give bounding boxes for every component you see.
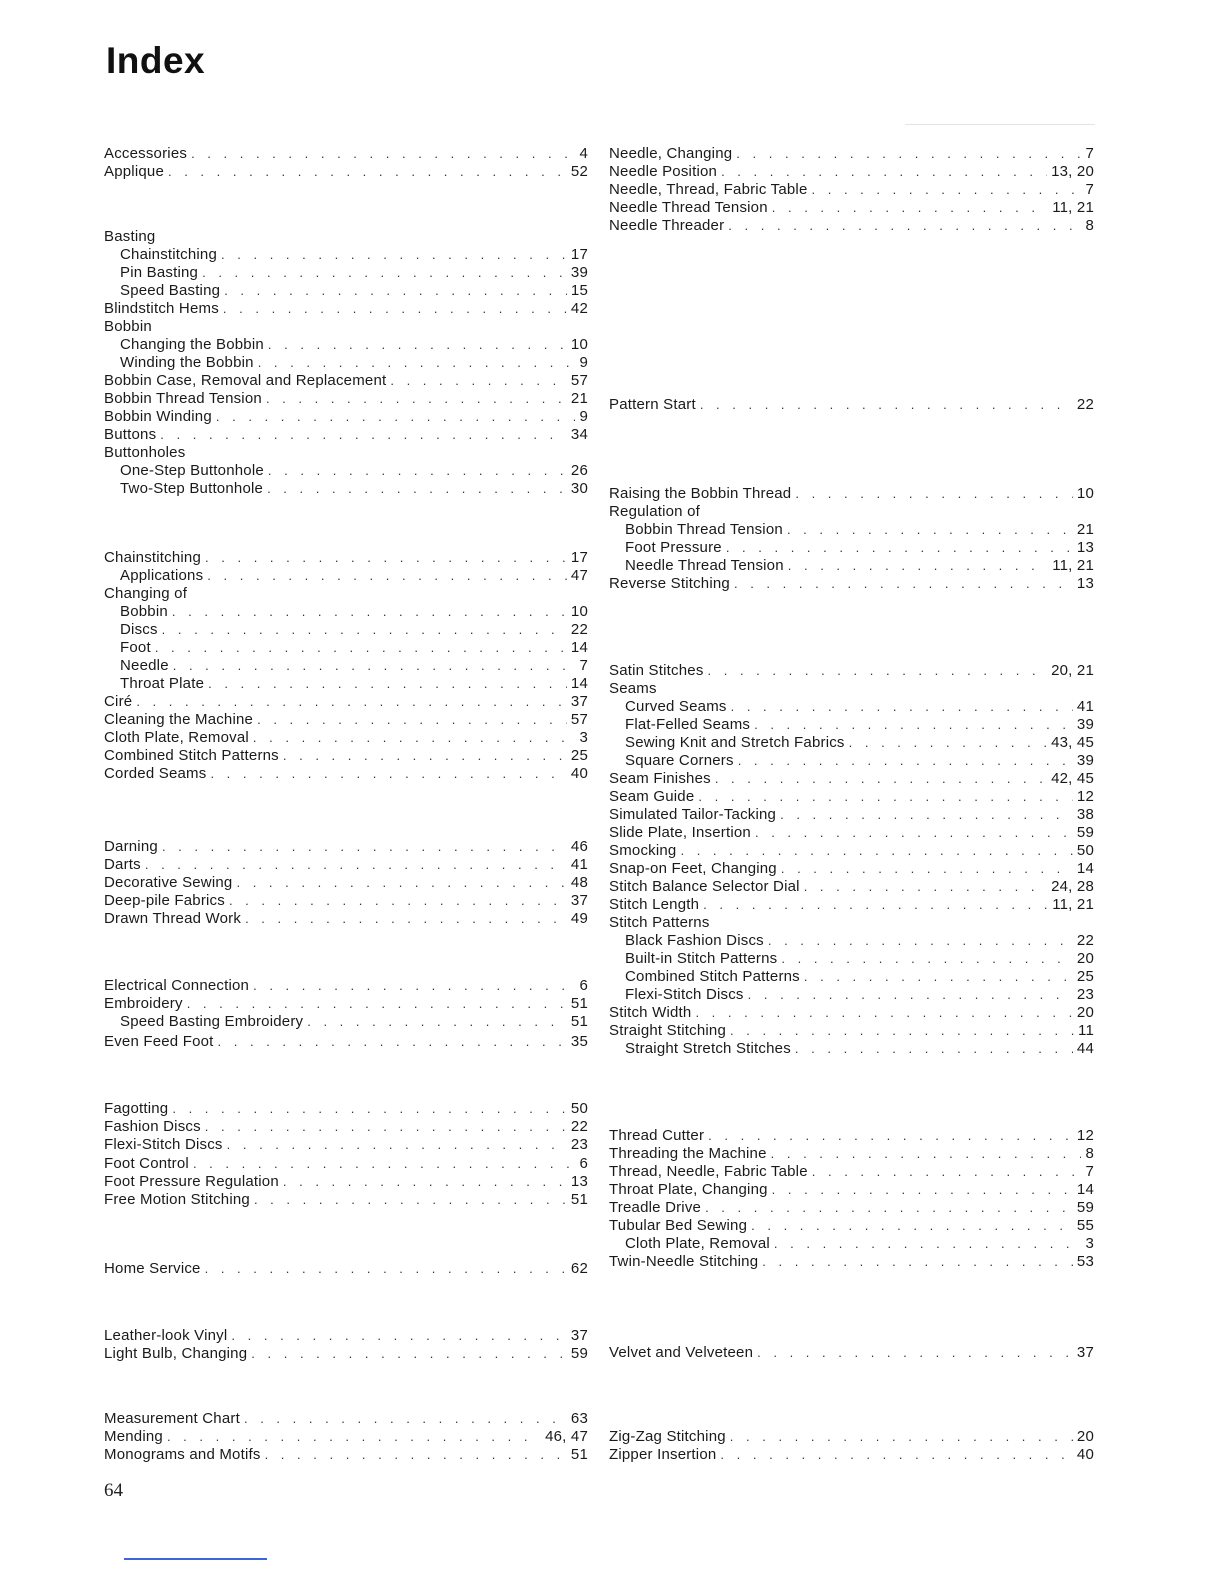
entry-pages: 40: [1076, 1446, 1094, 1463]
entry-label: Fagotting: [104, 1100, 169, 1117]
entry-label: Smocking: [609, 842, 677, 859]
entry-pages: 7: [579, 657, 588, 674]
entry-label: Combined Stitch Patterns: [625, 968, 800, 985]
entry-label: Reverse Stitching: [609, 575, 730, 592]
index-subentry: [609, 986, 1094, 1004]
entry-label: Stitch Width: [609, 1004, 692, 1021]
index-entry: [104, 1033, 588, 1051]
index-entry: [104, 1136, 588, 1154]
entry-pages: 47: [570, 567, 588, 584]
entry-label: Chainstitching: [104, 549, 202, 566]
entry-pages: 46, 47: [545, 1428, 588, 1445]
entry-pages: 37: [570, 1327, 588, 1344]
index-subentry: [104, 354, 588, 372]
index-heading: [104, 444, 588, 462]
entry-label: Applique: [104, 163, 164, 180]
index-entry: [104, 1173, 588, 1191]
entry-label: Sewing Knit and Stretch Fabrics: [625, 734, 845, 751]
index-entry: [609, 1181, 1094, 1199]
index-entry: [104, 1410, 588, 1428]
index-heading: [104, 228, 588, 246]
index-entry: [609, 878, 1094, 896]
index-subentry: [609, 698, 1094, 716]
index-subentry: [104, 282, 588, 300]
entry-label: Seam Finishes: [609, 770, 711, 787]
entry-label: Raising the Bobbin Thread: [609, 485, 792, 502]
entry-label: Bobbin Case, Removal and Replacement: [104, 372, 387, 389]
entry-label: Bobbin: [104, 318, 152, 335]
entry-label: Flat-Felled Seams: [625, 716, 751, 733]
entry-pages: 17: [570, 549, 588, 566]
entry-label: Curved Seams: [625, 698, 727, 715]
index-subentry: [609, 539, 1094, 557]
index-entry: [609, 842, 1094, 860]
entry-label: Basting: [104, 228, 156, 245]
index-heading: [609, 503, 1094, 521]
entry-label: Bobbin: [120, 603, 168, 620]
entry-pages: 10: [570, 603, 588, 620]
index-entry: [609, 1004, 1094, 1022]
entry-pages: 3: [1085, 1235, 1094, 1252]
entry-pages: 17: [570, 246, 588, 263]
divider-line: [905, 124, 1095, 125]
index-entry: [609, 1428, 1094, 1446]
entry-label: Bobbin Thread Tension: [104, 390, 262, 407]
entry-pages: 25: [570, 747, 588, 764]
entry-pages: 11, 21: [1052, 557, 1094, 574]
entry-label: Cleaning the Machine: [104, 711, 254, 728]
entry-label: Measurement Chart: [104, 1410, 240, 1427]
entry-label: Deep-pile Fabrics: [104, 892, 225, 909]
entry-label: Changing of: [104, 585, 188, 602]
index-subentry: [609, 716, 1094, 734]
entry-pages: 13: [1076, 539, 1094, 556]
index-entry: [104, 1327, 588, 1345]
index-entry: [104, 729, 588, 747]
entry-pages: 53: [1076, 1253, 1094, 1270]
entry-pages: 34: [570, 426, 588, 443]
entry-label: Snap-on Feet, Changing: [609, 860, 777, 877]
index-entry: [104, 711, 588, 729]
index-entry: [609, 1446, 1094, 1464]
entry-pages: 20: [1076, 1004, 1094, 1021]
entry-label: Electrical Connection: [104, 977, 250, 994]
index-entry: [104, 1446, 588, 1464]
entry-label: Thread, Needle, Fabric Table: [609, 1163, 808, 1180]
entry-label: Satin Stitches: [609, 662, 704, 679]
index-entry: [104, 995, 588, 1013]
entry-pages: 39: [1076, 716, 1094, 733]
entry-pages: 22: [1076, 932, 1094, 949]
entry-label: Twin-Needle Stitching: [609, 1253, 759, 1270]
entry-pages: 21: [1076, 521, 1094, 538]
page-number: 64: [104, 1480, 123, 1501]
entry-pages: 41: [1076, 698, 1094, 715]
entry-pages: 57: [570, 372, 588, 389]
index-heading: [104, 318, 588, 336]
index-entry: [104, 747, 588, 765]
entry-label: Drawn Thread Work: [104, 910, 242, 927]
entry-pages: 55: [1076, 1217, 1094, 1234]
entry-pages: 59: [570, 1345, 588, 1362]
index-entry: [104, 426, 588, 444]
entry-label: Fashion Discs: [104, 1118, 201, 1135]
entry-label: One-Step Buttonhole: [120, 462, 264, 479]
index-subentry: [104, 336, 588, 354]
index-subentry: [104, 480, 588, 498]
index-subentry: [609, 521, 1094, 539]
entry-label: Corded Seams: [104, 765, 207, 782]
index-subentry: [104, 603, 588, 621]
entry-label: Foot Pressure: [625, 539, 722, 556]
entry-pages: 11, 21: [1052, 199, 1094, 216]
entry-pages: 9: [579, 354, 588, 371]
entry-pages: 51: [570, 1191, 588, 1208]
index-entry: [609, 662, 1094, 680]
entry-pages: 20: [1076, 950, 1094, 967]
entry-pages: 4: [579, 145, 588, 162]
entry-pages: 21: [570, 390, 588, 407]
entry-label: Straight Stretch Stitches: [625, 1040, 791, 1057]
entry-pages: 37: [570, 892, 588, 909]
entry-pages: 3: [579, 729, 588, 746]
entry-pages: 51: [570, 995, 588, 1012]
entry-pages: 63: [570, 1410, 588, 1427]
entry-label: Flexi-Stitch Discs: [104, 1136, 223, 1153]
entry-pages: 44: [1076, 1040, 1094, 1057]
entry-pages: 57: [570, 711, 588, 728]
index-entry: [609, 1199, 1094, 1217]
index-entry: [104, 163, 588, 181]
entry-pages: 39: [1076, 752, 1094, 769]
index-entry: [104, 1155, 588, 1173]
index-entry: [609, 199, 1094, 217]
entry-pages: 6: [579, 977, 588, 994]
entry-pages: 46: [570, 838, 588, 855]
index-entry: [104, 1345, 588, 1363]
index-subentry: [104, 246, 588, 264]
entry-label: Darts: [104, 856, 141, 873]
entry-label: Speed Basting: [120, 282, 221, 299]
index-entry: [104, 693, 588, 711]
index-entry: [609, 575, 1094, 593]
entry-label: Even Feed Foot: [104, 1033, 214, 1050]
entry-pages: 51: [570, 1013, 588, 1030]
entry-label: Slide Plate, Insertion: [609, 824, 751, 841]
entry-label: Seam Guide: [609, 788, 695, 805]
index-entry: [609, 181, 1094, 199]
entry-label: Embroidery: [104, 995, 183, 1012]
index-subentry: [609, 1235, 1094, 1253]
entry-label: Winding the Bobbin: [120, 354, 254, 371]
index-entry: [104, 856, 588, 874]
index-heading: [609, 680, 1094, 698]
entry-pages: 20, 21: [1051, 662, 1094, 679]
index-subentry: [104, 1013, 588, 1031]
entry-label: Black Fashion Discs: [625, 932, 764, 949]
entry-pages: 52: [570, 163, 588, 180]
entry-pages: 43, 45: [1051, 734, 1094, 751]
entry-pages: 50: [1076, 842, 1094, 859]
entry-pages: 7: [1085, 181, 1094, 198]
entry-label: Discs: [120, 621, 158, 638]
entry-pages: 41: [570, 856, 588, 873]
entry-label: Bobbin Winding: [104, 408, 212, 425]
entry-label: Threading the Machine: [609, 1145, 767, 1162]
entry-pages: 50: [570, 1100, 588, 1117]
entry-label: Needle Thread Tension: [609, 199, 768, 216]
entry-label: Needle Threader: [609, 217, 725, 234]
index-entry: [609, 806, 1094, 824]
entry-label: Regulation of: [609, 503, 700, 520]
entry-pages: 48: [570, 874, 588, 891]
entry-pages: 11: [1078, 1022, 1094, 1039]
entry-pages: 15: [570, 282, 588, 299]
entry-pages: 25: [1076, 968, 1094, 985]
entry-pages: 22: [1076, 396, 1094, 413]
index-entry: [104, 910, 588, 928]
entry-pages: 13: [570, 1173, 588, 1190]
entry-pages: 12: [1076, 788, 1094, 805]
entry-pages: 14: [1076, 1181, 1094, 1198]
entry-pages: 35: [570, 1033, 588, 1050]
entry-pages: 42: [570, 300, 588, 317]
index-entry: [609, 485, 1094, 503]
entry-label: Flexi-Stitch Discs: [625, 986, 744, 1003]
entry-label: Velvet and Velveteen: [609, 1344, 754, 1361]
entry-pages: 14: [570, 639, 588, 656]
entry-pages: 39: [570, 264, 588, 281]
index-entry: [609, 1217, 1094, 1235]
entry-pages: 12: [1076, 1127, 1094, 1144]
link-underline: [124, 1558, 267, 1560]
index-entry: [104, 1191, 588, 1209]
entry-label: Tubular Bed Sewing: [609, 1217, 748, 1234]
index-entry: [104, 1260, 588, 1278]
entry-pages: 7: [1085, 145, 1094, 162]
entry-label: Blindstitch Hems: [104, 300, 219, 317]
index-entry: [609, 788, 1094, 806]
entry-pages: 26: [570, 462, 588, 479]
entry-pages: 14: [1076, 860, 1094, 877]
entry-label: Changing the Bobbin: [120, 336, 264, 353]
entry-pages: 30: [570, 480, 588, 497]
entry-label: Needle, Thread, Fabric Table: [609, 181, 808, 198]
entry-label: Stitch Length: [609, 896, 700, 913]
index-subentry: [104, 567, 588, 585]
index-entry: [609, 1344, 1094, 1362]
index-subentry: [609, 968, 1094, 986]
index-subentry: [104, 621, 588, 639]
entry-label: Cloth Plate, Removal: [104, 729, 249, 746]
index-entry: [104, 1428, 588, 1446]
index-heading: [609, 914, 1094, 932]
index-entry: [609, 1022, 1094, 1040]
index-entry: [609, 860, 1094, 878]
entry-label: Monograms and Motifs: [104, 1446, 261, 1463]
index-entry: [609, 1127, 1094, 1145]
entry-label: Combined Stitch Patterns: [104, 747, 279, 764]
entry-label: Pattern Start: [609, 396, 696, 413]
entry-label: Decorative Sewing: [104, 874, 233, 891]
entry-label: Throat Plate: [120, 675, 205, 692]
entry-label: Free Motion Stitching: [104, 1191, 250, 1208]
entry-pages: 13: [1076, 575, 1094, 592]
entry-label: Applications: [120, 567, 204, 584]
entry-label: Thread Cutter: [609, 1127, 705, 1144]
index-entry: [104, 1100, 588, 1118]
index-subentry: [104, 264, 588, 282]
entry-pages: 59: [1076, 824, 1094, 841]
index-subentry: [104, 639, 588, 657]
entry-label: Foot Control: [104, 1155, 189, 1172]
entry-pages: 7: [1085, 1163, 1094, 1180]
index-entry: [104, 549, 588, 567]
entry-label: Two-Step Buttonhole: [120, 480, 264, 497]
index-entry: [104, 977, 588, 995]
index-subentry: [609, 557, 1094, 575]
entry-pages: 10: [1076, 485, 1094, 502]
entry-label: Foot Pressure Regulation: [104, 1173, 279, 1190]
entry-label: Throat Plate, Changing: [609, 1181, 768, 1198]
entry-pages: 62: [570, 1260, 588, 1277]
index-entry: [104, 765, 588, 783]
index-entry: [104, 390, 588, 408]
entry-pages: 8: [1085, 1145, 1094, 1162]
entry-label: Speed Basting Embroidery: [120, 1013, 304, 1030]
entry-pages: 8: [1085, 217, 1094, 234]
index-subentry: [104, 675, 588, 693]
index-subentry: [609, 752, 1094, 770]
entry-pages: 51: [570, 1446, 588, 1463]
entry-label: Darning: [104, 838, 158, 855]
entry-label: Pin Basting: [120, 264, 199, 281]
entry-label: Built-in Stitch Patterns: [625, 950, 778, 967]
entry-label: Zipper Insertion: [609, 1446, 717, 1463]
entry-pages: 49: [570, 910, 588, 927]
entry-label: Simulated Tailor-Tacking: [609, 806, 777, 823]
entry-pages: 37: [570, 693, 588, 710]
entry-label: Foot: [120, 639, 151, 656]
entry-label: Seams: [609, 680, 657, 697]
entry-pages: 42, 45: [1051, 770, 1094, 787]
index-entry: [104, 408, 588, 426]
entry-label: Stitch Patterns: [609, 914, 710, 931]
index-entry: [104, 372, 588, 390]
index-subentry: [609, 734, 1094, 752]
index-entry: [609, 217, 1094, 235]
entry-label: Buttons: [104, 426, 157, 443]
entry-label: Treadle Drive: [609, 1199, 702, 1216]
entry-label: Square Corners: [625, 752, 734, 769]
entry-pages: 37: [1076, 1344, 1094, 1361]
entry-label: Ciré: [104, 693, 133, 710]
index-entry: [104, 1118, 588, 1136]
entry-pages: 38: [1076, 806, 1094, 823]
index-entry: [104, 838, 588, 856]
entry-label: Buttonholes: [104, 444, 186, 461]
entry-pages: 23: [570, 1136, 588, 1153]
entry-label: Accessories: [104, 145, 188, 162]
entry-pages: 9: [579, 408, 588, 425]
entry-pages: 22: [570, 1118, 588, 1135]
entry-pages: 6: [579, 1155, 588, 1172]
index-subentry: [104, 462, 588, 480]
index-entry: [609, 1145, 1094, 1163]
entry-pages: 59: [1076, 1199, 1094, 1216]
index-subentry: [609, 950, 1094, 968]
index-entry: [609, 396, 1094, 414]
entry-pages: 11, 21: [1052, 896, 1094, 913]
entry-pages: 13, 20: [1051, 163, 1094, 180]
index-entry: [104, 874, 588, 892]
entry-pages: 20: [1076, 1428, 1094, 1445]
entry-label: Zig-Zag Stitching: [609, 1428, 726, 1445]
entry-pages: 24, 28: [1051, 878, 1094, 895]
index-entry: [609, 1253, 1094, 1271]
entry-label: Leather-look Vinyl: [104, 1327, 228, 1344]
entry-pages: 40: [570, 765, 588, 782]
entry-label: Home Service: [104, 1260, 201, 1277]
entry-label: Bobbin Thread Tension: [625, 521, 783, 538]
entry-pages: 10: [570, 336, 588, 353]
index-entry: [609, 896, 1094, 914]
index-entry: [609, 145, 1094, 163]
entry-label: Needle Position: [609, 163, 718, 180]
index-entry: [609, 824, 1094, 842]
entry-label: Needle, Changing: [609, 145, 733, 162]
index-subentry: [104, 657, 588, 675]
entry-pages: 23: [1076, 986, 1094, 1003]
entry-label: Chainstitching: [120, 246, 218, 263]
entry-label: Needle: [120, 657, 169, 674]
entry-label: Mending: [104, 1428, 163, 1445]
index-entry: [609, 770, 1094, 788]
entry-label: Light Bulb, Changing: [104, 1345, 248, 1362]
index-entry: [104, 145, 588, 163]
entry-label: Cloth Plate, Removal: [625, 1235, 770, 1252]
entry-label: Stitch Balance Selector Dial: [609, 878, 800, 895]
page-title: Index: [106, 40, 206, 81]
index-subentry: [609, 1040, 1094, 1058]
index-subentry: [609, 932, 1094, 950]
index-entry: [609, 1163, 1094, 1181]
entry-label: Needle Thread Tension: [625, 557, 784, 574]
entry-pages: 14: [570, 675, 588, 692]
index-entry: [104, 892, 588, 910]
index-entry: [609, 163, 1094, 181]
index-heading: [104, 585, 588, 603]
entry-label: Straight Stitching: [609, 1022, 726, 1039]
index-entry: [104, 300, 588, 318]
entry-pages: 22: [570, 621, 588, 638]
